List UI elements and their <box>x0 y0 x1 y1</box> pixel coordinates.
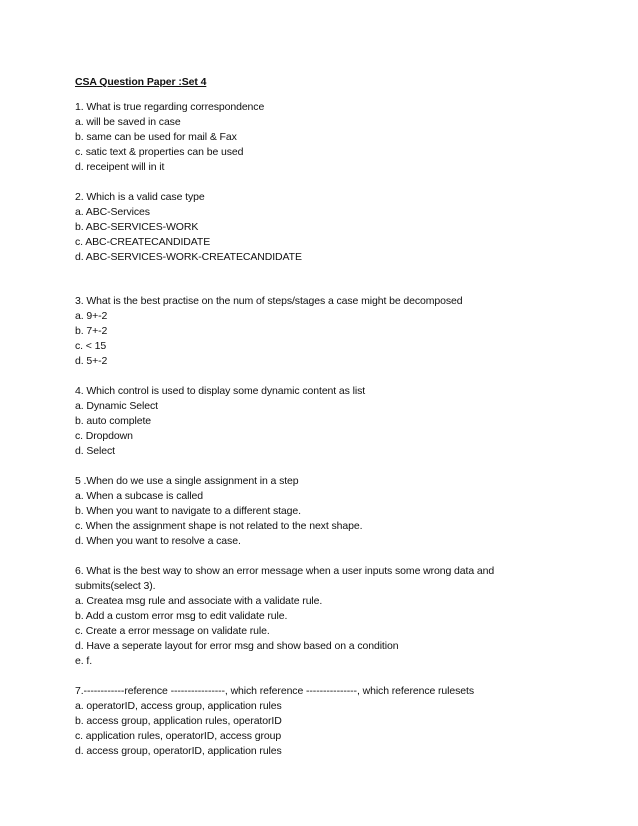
option-a: a. 9+-2 <box>75 310 108 322</box>
option-a: a. operatorID, access group, application rules <box>75 700 282 712</box>
option-a: a. will be saved in case <box>75 116 181 128</box>
option-c: c. ABC-CREATECANDIDATE <box>75 236 211 248</box>
question-text: 4. Which control is used to display some dynamic content as list <box>75 385 366 397</box>
option-e: e. f. <box>75 655 93 667</box>
option-b: b. When you want to navigate to a different stage. <box>75 505 301 517</box>
question-5 <box>75 474 595 549</box>
question-text: 2. Which is a valid case type <box>75 191 205 203</box>
option-a: a. Dynamic Select <box>75 400 158 412</box>
option-d: d. access group, operatorID, application rules <box>75 745 282 757</box>
question-text: 7.------------reference ----------------, which reference ---------------, which reference rulesets <box>75 685 474 697</box>
option-b: b. same can be used for mail & Fax <box>75 131 237 143</box>
option-b: b. Add a custom error msg to edit validate rule. <box>75 610 288 622</box>
question-text: 5 .When do we use a single assignment in a step <box>75 475 299 487</box>
option-c: c. Create a error message on validate rule. <box>75 625 270 637</box>
option-a: a. When a subcase is called <box>75 490 204 502</box>
option-c: c. Dropdown <box>75 430 133 442</box>
question-text: 6. What is the best way to show an error message when a user inputs some wrong data and <box>75 565 495 577</box>
option-b: b. 7+-2 <box>75 325 108 337</box>
option-b: b. ABC-SERVICES-WORK <box>75 221 199 233</box>
question-3 <box>75 294 595 369</box>
question-text: 1. What is true regarding correspondence <box>75 101 265 113</box>
option-d: d. Have a seperate layout for error msg and show based on a condition <box>75 640 399 652</box>
question-text-continued: submits(select 3). <box>75 580 156 592</box>
option-d: d. 5+-2 <box>75 355 108 367</box>
option-b: b. access group, application rules, operatorID <box>75 715 282 727</box>
option-d: d. ABC-SERVICES-WORK-CREATECANDIDATE <box>75 251 302 263</box>
question-4 <box>75 384 595 459</box>
option-c: c. When the assignment shape is not related to the next shape. <box>75 520 363 532</box>
option-c: c. satic text & properties can be used <box>75 146 244 158</box>
question-text: 3. What is the best practise on the num of steps/stages a case might be decomposed <box>75 295 463 307</box>
option-c: c. < 15 <box>75 340 107 352</box>
option-c: c. application rules, operatorID, access group <box>75 730 282 742</box>
option-d: d. When you want to resolve a case. <box>75 535 241 547</box>
question-6 <box>75 564 595 669</box>
question-paper <box>75 74 595 774</box>
option-b: b. auto complete <box>75 415 152 427</box>
option-d: d. Select <box>75 445 115 457</box>
question-7 <box>75 684 595 759</box>
option-d: d. receipent will in it <box>75 161 165 173</box>
question-1 <box>75 100 595 175</box>
page-title: CSA Question Paper :Set 4 <box>75 76 207 88</box>
option-a: a. ABC-Services <box>75 206 150 218</box>
option-a: a. Createa msg rule and associate with a validate rule. <box>75 595 323 607</box>
question-2 <box>75 190 595 265</box>
